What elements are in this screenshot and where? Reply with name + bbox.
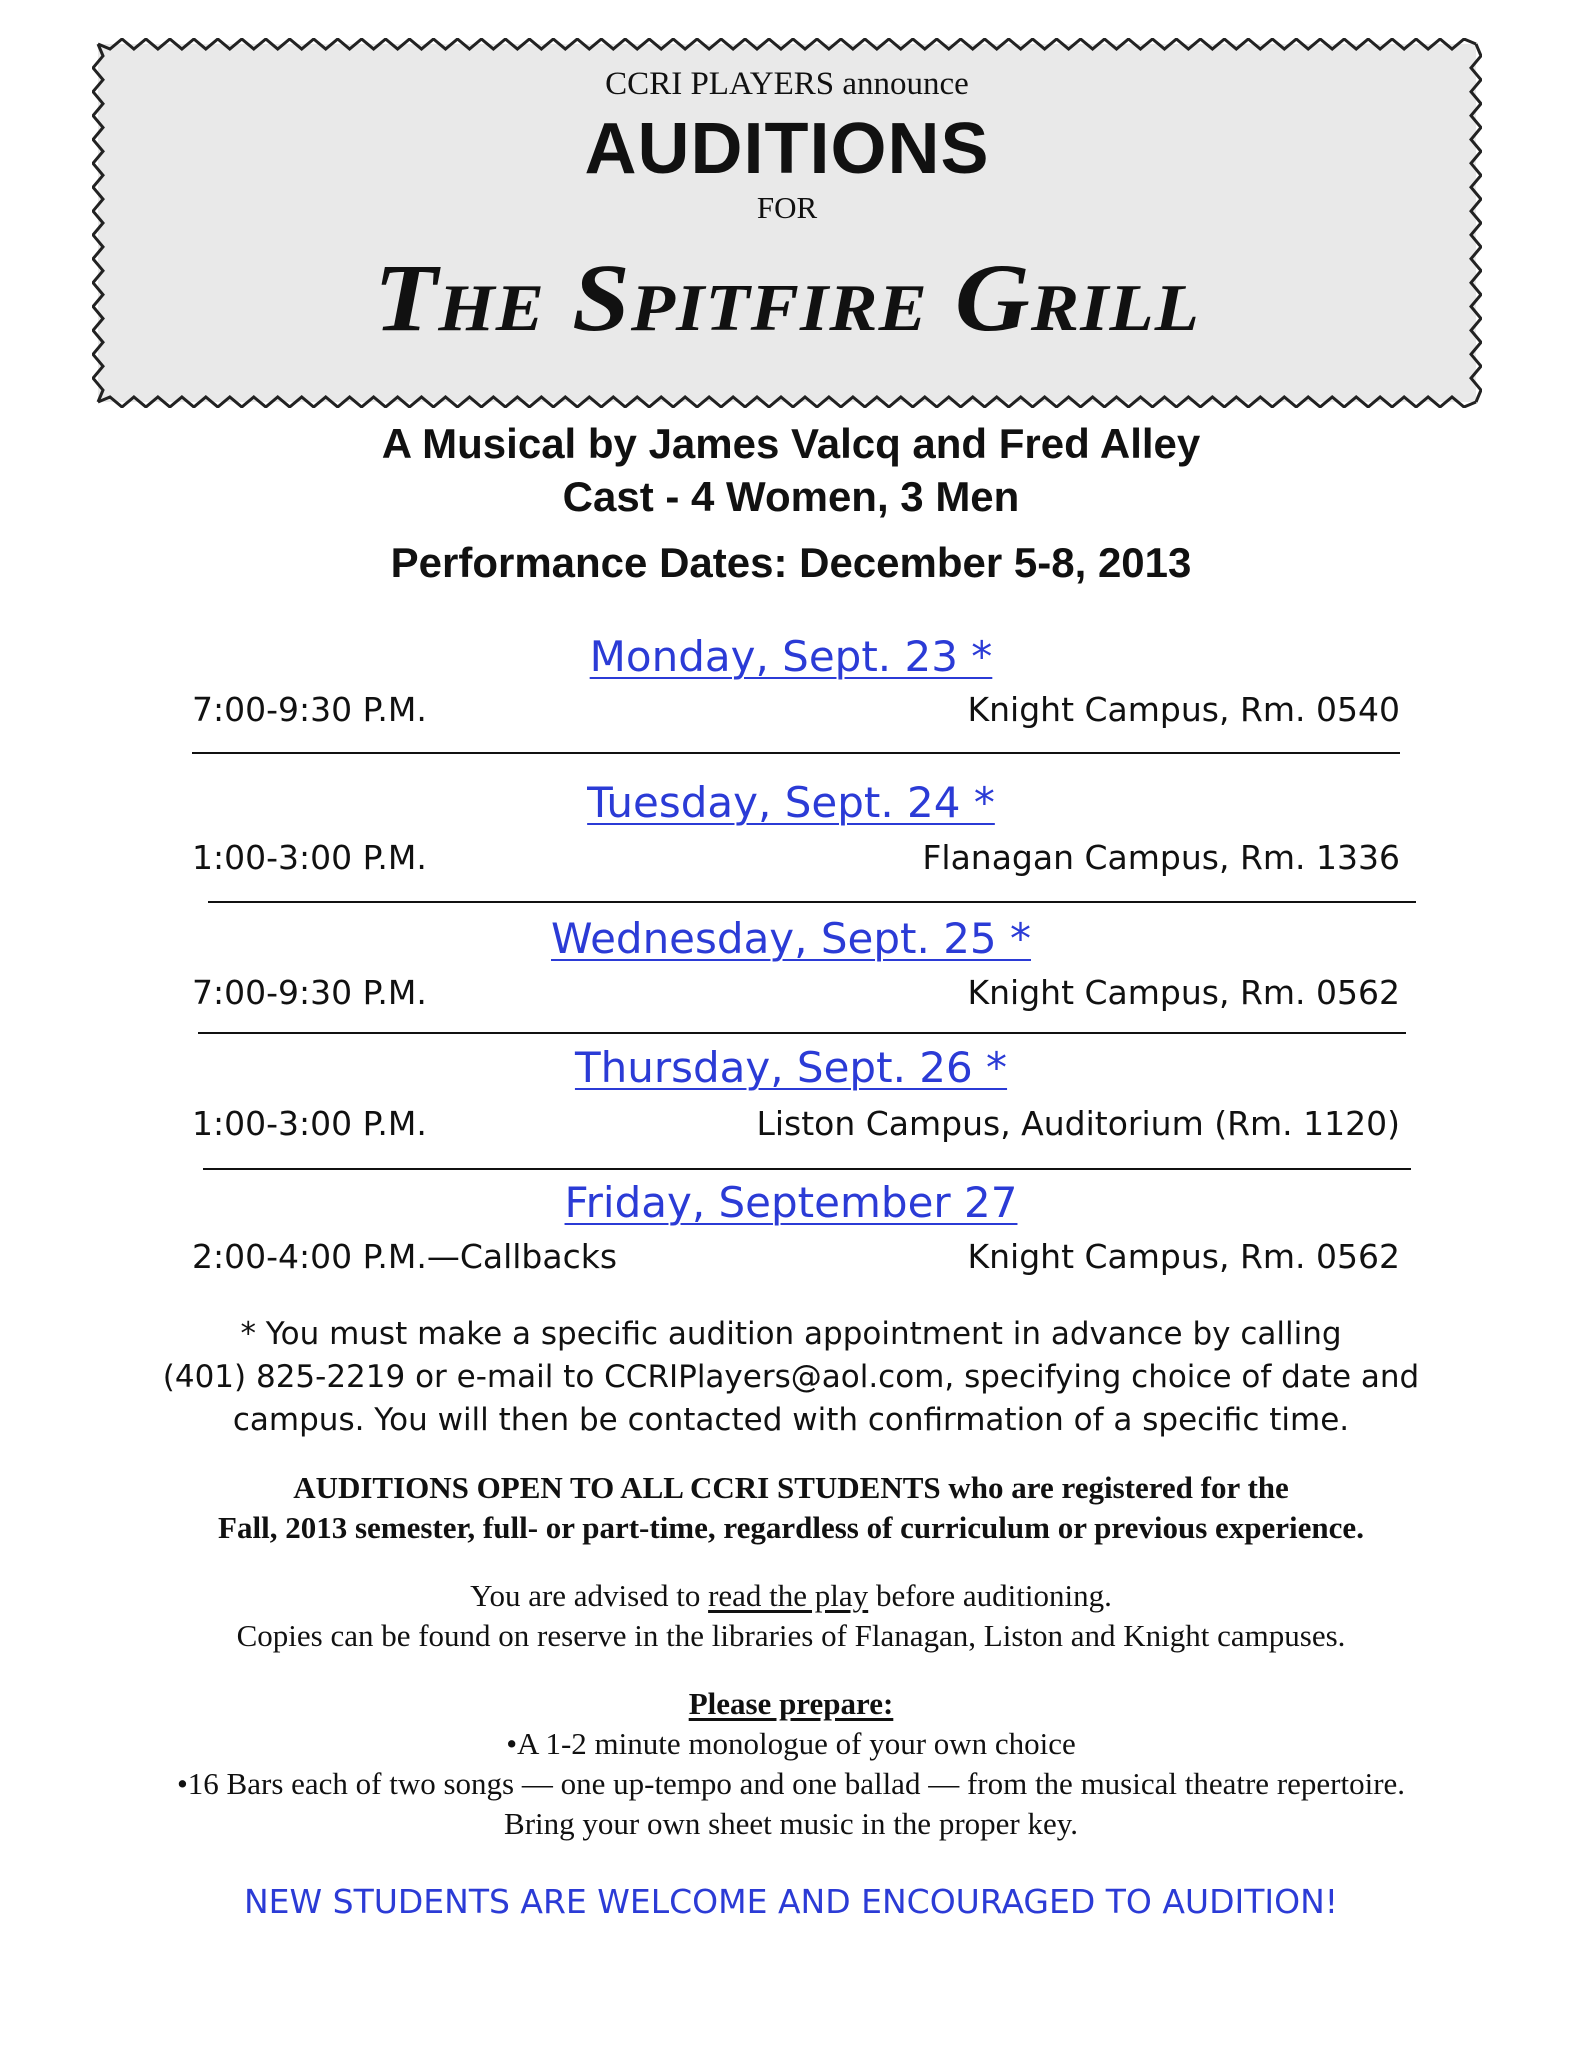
time-friday: 2:00-4:00 P.M.—Callbacks [192, 1237, 618, 1276]
time-wednesday: 7:00-9:30 P.M. [192, 973, 427, 1012]
musical-by: A Musical by James Valcq and Fred Alley [381, 420, 1201, 467]
auditions-heading: AUDITIONS [584, 109, 990, 189]
appointment-line-2: (401) 825-2219 or e-mail to CCRIPlayers@aol.com, specifying choice of date and [162, 1359, 1420, 1395]
prepare-item-3: Bring your own sheet music in the proper key. [504, 1806, 1078, 1841]
day-wednesday: Wednesday, Sept. 25 * [551, 914, 1031, 963]
announce-text: CCRI PLAYERS announce [605, 66, 969, 102]
location-tuesday: Flanagan Campus, Rm. 1336 [922, 838, 1400, 877]
prepare-item-1: •A 1-2 minute monologue of your own choice [506, 1726, 1076, 1761]
divider [192, 752, 1400, 754]
prepare-heading: Please prepare: [688, 1686, 894, 1721]
for-text: FOR [756, 190, 818, 225]
welcome-banner: NEW STUDENTS ARE WELCOME AND ENCOURAGED TO AUDITION! [243, 1882, 1339, 1921]
location-friday: Knight Campus, Rm. 0562 [967, 1237, 1400, 1276]
time-monday: 7:00-9:30 P.M. [192, 690, 427, 729]
advice-line-2: Copies can be found on reserve in the libraries of Flanagan, Liston and Knight campuses. [236, 1618, 1346, 1653]
location-thursday: Liston Campus, Auditorium (Rm. 1120) [756, 1104, 1400, 1143]
location-monday: Knight Campus, Rm. 0540 [967, 690, 1400, 729]
day-tuesday: Tuesday, Sept. 24 * [587, 778, 995, 827]
day-monday: Monday, Sept. 23 * [589, 632, 993, 681]
show-title-text: The Spitfire Grill [373, 244, 1201, 351]
open-line-2: Fall, 2013 semester, full- or part-time, regardless of curriculum or previous experience. [218, 1510, 1364, 1545]
day-thursday: Thursday, Sept. 26 * [574, 1043, 1008, 1092]
performance-dates: Performance Dates: December 5-8, 2013 [390, 539, 1192, 586]
advice-line-1: You are advised to read the play before auditioning. [470, 1578, 1112, 1613]
time-tuesday: 1:00-3:00 P.M. [192, 838, 427, 877]
open-line-1: AUDITIONS OPEN TO ALL CCRI STUDENTS who are registered for the [293, 1470, 1289, 1505]
divider [198, 1032, 1406, 1034]
divider [203, 1168, 1411, 1170]
cast-line: Cast - 4 Women, 3 Men [562, 473, 1020, 520]
show-title [43, 242, 1531, 353]
location-wednesday: Knight Campus, Rm. 0562 [967, 973, 1400, 1012]
appointment-line-3: campus. You will then be contacted with confirmation of a specific time. [232, 1402, 1350, 1438]
prepare-item-2: •16 Bars each of two songs — one up-tempo and one ballad — from the musical theatre repertoire. [176, 1766, 1406, 1801]
read-the-play: read the play [708, 1578, 869, 1613]
time-thursday: 1:00-3:00 P.M. [192, 1104, 427, 1143]
day-friday: Friday, September 27 [564, 1178, 1018, 1227]
appointment-line-1: * You must make a specific audition appointment in advance by calling [240, 1316, 1342, 1352]
divider [208, 901, 1416, 903]
